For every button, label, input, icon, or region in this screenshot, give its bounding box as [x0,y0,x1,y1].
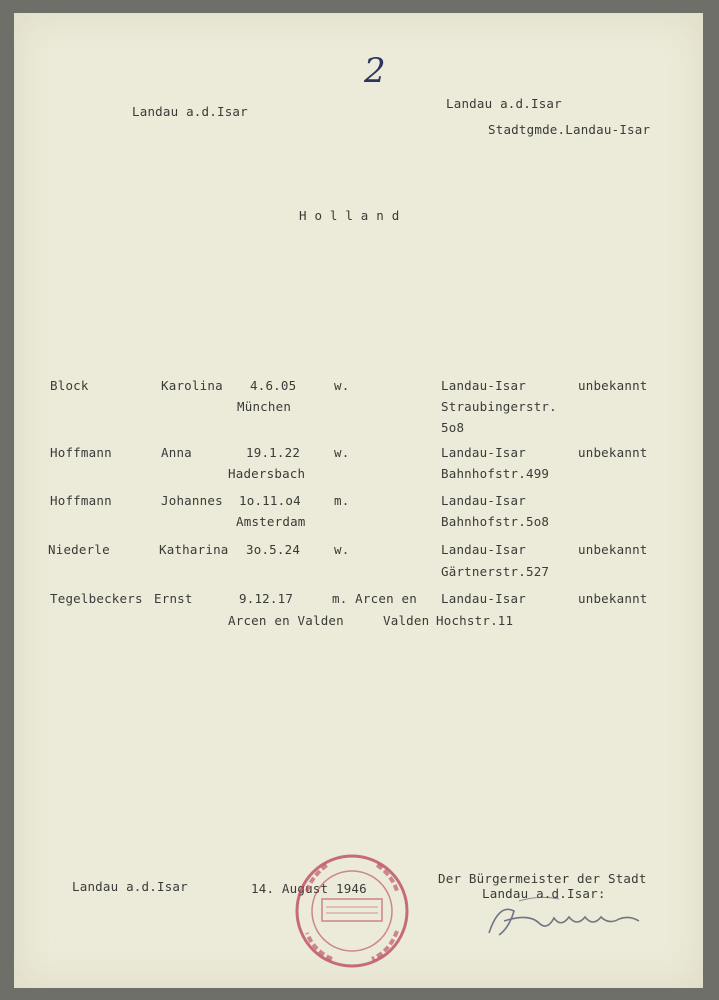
status: unbekannt [578,591,648,606]
status: unbekannt [578,445,648,460]
firstname: Ernst [154,591,193,606]
header-right-line1: Landau a.d.Isar [446,96,562,111]
birthdate: 3o.5.24 [246,542,301,557]
firstname: Karolina [161,378,223,393]
official-stamp [292,851,412,971]
address: Bahnhofstr.5o8 [441,514,550,529]
birthplace: Amsterdam [236,514,306,529]
sex-line2: Valden [383,613,430,628]
birthdate: 1o.11.o4 [239,493,301,508]
birthdate: 9.12.17 [239,591,294,606]
address: Hochstr.11 [436,613,514,628]
sex: w. [334,445,350,460]
header-left: Landau a.d.Isar [132,104,248,119]
status: unbekannt [578,378,648,393]
birthdate: 19.1.22 [246,445,301,460]
handwritten-page-number: 2 [364,51,386,91]
residence: Landau-Isar [441,542,526,557]
address: Straubingerstr. [441,399,557,414]
firstname: Katharina [159,542,229,557]
surname: Hoffmann [50,493,112,508]
birthplace: Arcen en Valden [228,613,344,628]
sex: w. [334,378,350,393]
status: unbekannt [578,542,648,557]
residence: Landau-Isar [441,445,526,460]
surname: Tegelbeckers [50,591,143,606]
residence: Landau-Isar [441,493,526,508]
header-right-line2: Stadtgmde.Landau-Isar [488,122,651,137]
surname: Hoffmann [50,445,112,460]
firstname: Johannes [161,493,223,508]
signatory-line1: Der Bürgermeister der Stadt [438,871,647,886]
birthplace: München [237,399,292,414]
birthplace: Hadersbach [228,466,306,481]
residence: Landau-Isar [441,378,526,393]
sex: m. [334,493,350,508]
address: Bahnhofstr.499 [441,466,550,481]
signatory-line2: Landau a.d.Isar: [482,886,606,901]
document-page [14,13,703,988]
firstname: Anna [161,445,192,460]
address: Gärtnerstr.527 [441,564,550,579]
residence: Landau-Isar [441,591,526,606]
sex: m. Arcen en [332,591,417,606]
handwritten-signature [469,893,654,943]
address-line2: 5o8 [441,420,465,435]
footer-date: 14. August 1946 [251,881,367,896]
surname: Block [50,378,89,393]
sex: w. [334,542,350,557]
birthdate: 4.6.05 [250,378,297,393]
surname: Niederle [48,542,110,557]
footer-place: Landau a.d.Isar [72,879,188,894]
document-title: H o l l a n d [299,208,400,223]
